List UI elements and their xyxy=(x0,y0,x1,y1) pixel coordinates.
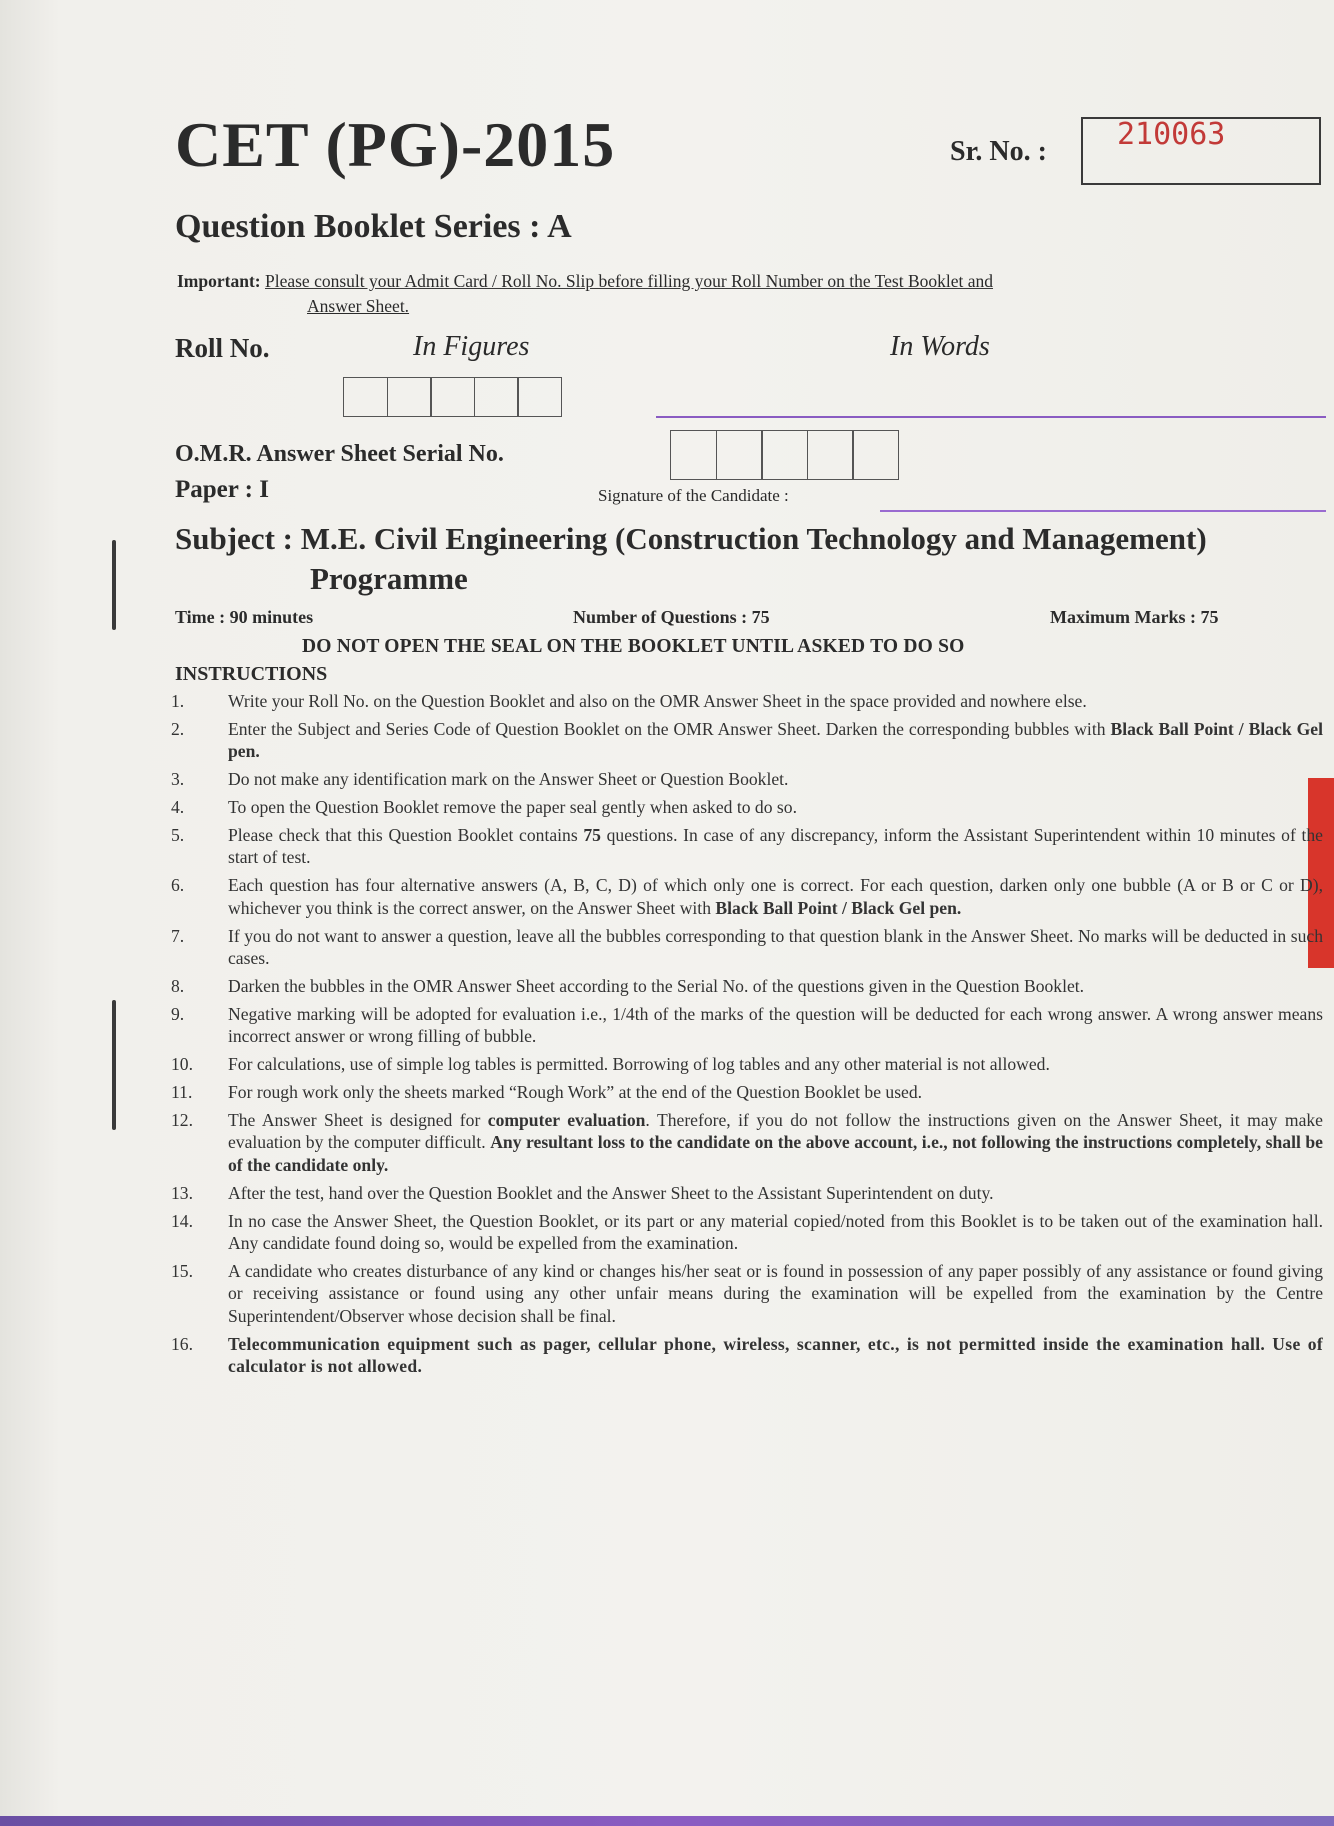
instruction-item xyxy=(171,718,1323,763)
instruction-number: 16. xyxy=(171,1333,193,1354)
instruction-segment: After the test, hand over the Question Booklet and the Answer Sheet to the Assistant Superintendent on duty. xyxy=(228,1182,994,1203)
instruction-segment: Negative marking will be adopted for evaluation i.e., 1/4th of the marks of the question will be deducted for each wrong answer. A wrong answer means incorrect answer or wrong filling of bubble. xyxy=(228,1003,1323,1047)
instruction-number: 9. xyxy=(171,1003,185,1024)
instruction-number: 8. xyxy=(171,975,185,996)
instruction-item xyxy=(171,1182,1323,1204)
instruction-number: 6. xyxy=(171,875,185,896)
seal-notice: DO NOT OPEN THE SEAL ON THE BOOKLET UNTIL ASKED TO DO SO xyxy=(302,636,965,657)
instructions-list xyxy=(171,690,1323,1383)
booklet-series: Question Booklet Series : A xyxy=(175,208,572,245)
instruction-number: 4. xyxy=(171,797,185,818)
instruction-text xyxy=(228,1053,1323,1075)
important-text: Please consult your Admit Card / Roll No. Slip before filling your Roll Number on the Test Booklet and xyxy=(264,271,994,291)
instruction-segment: In no case the Answer Sheet, the Question Booklet, or its part or any material copied/noted from this Booklet is to be taken out of the examination hall. Any candidate found doing so, would be expelled from the examination. xyxy=(228,1210,1323,1254)
roll-number-boxes[interactable] xyxy=(343,377,561,417)
instruction-emphasis: 75 xyxy=(583,825,601,846)
instruction-text xyxy=(228,690,1323,712)
roll-in-words-line[interactable] xyxy=(656,416,1326,418)
instruction-text xyxy=(228,975,1323,997)
roll-digit-box[interactable] xyxy=(387,377,432,417)
omr-serial-boxes[interactable] xyxy=(670,430,898,480)
instruction-text xyxy=(228,768,1323,790)
exam-title: CET (PG)-2015 xyxy=(175,109,616,180)
instruction-emphasis: Telecommunication equipment such as pager, cellular phone, wireless, scanner, etc., is not permitted inside the examination hall. Use of calculator is not allowed. xyxy=(228,1333,1323,1377)
signature-label: Signature of the Candidate : xyxy=(598,486,789,505)
instruction-emphasis: Any resultant loss to the candidate on the above account, i.e., not following the instructions completely, shall be of the candidate only. xyxy=(228,1132,1323,1175)
signature-line[interactable] xyxy=(880,510,1326,512)
question-count: Number of Questions : 75 xyxy=(573,607,770,627)
instruction-text xyxy=(228,874,1323,919)
important-note xyxy=(177,268,1327,295)
instruction-segment: Each question has four alternative answers (A, B, C, D) of which only one is correct. For each question, darken only one bubble (A or B or C or D), whichever you think is the correct answer, on the Answer Sheet with xyxy=(228,875,1323,918)
omr-digit-box[interactable] xyxy=(716,430,763,480)
instruction-item xyxy=(171,1210,1323,1255)
omr-digit-box[interactable] xyxy=(852,430,899,480)
instruction-number: 14. xyxy=(171,1210,193,1231)
instruction-number: 7. xyxy=(171,925,185,946)
instruction-segment: . Therefore, if you do not follow the instructions given on the Answer Sheet, it may make evaluation by the computer difficult. xyxy=(228,1110,1323,1153)
roll-digit-box[interactable] xyxy=(517,377,562,417)
instruction-number: 5. xyxy=(171,825,185,846)
instruction-text xyxy=(228,1109,1323,1176)
roll-digit-box[interactable] xyxy=(343,377,388,417)
instruction-item xyxy=(171,824,1323,869)
serial-number-label: Sr. No. : xyxy=(950,136,1047,167)
omr-digit-box[interactable] xyxy=(761,430,808,480)
instruction-item xyxy=(171,768,1323,790)
instruction-segment: A candidate who creates disturbance of any kind or changes his/her seat or is found in possession of any paper possibly of any assistance or found giving or receiving assistance or found using any other unfair means during the examination will be expelled from the examination by the Centre Superintendent/Observer whose decision shall be final. xyxy=(228,1260,1323,1326)
instruction-item xyxy=(171,1003,1323,1048)
omr-digit-box[interactable] xyxy=(807,430,854,480)
instruction-emphasis: Black Ball Point / Black Gel pen. xyxy=(228,718,1323,762)
instruction-segment: For calculations, use of simple log tables is permitted. Borrowing of log tables and any other material is not allowed. xyxy=(228,1054,1050,1075)
instruction-number: 1. xyxy=(171,691,185,711)
instruction-item xyxy=(171,1109,1323,1176)
instruction-emphasis: Black Ball Point / Black Gel pen. xyxy=(715,897,962,918)
instruction-number: 10. xyxy=(171,1054,193,1075)
instruction-item xyxy=(171,1081,1323,1103)
roll-number-label: Roll No. xyxy=(175,333,270,363)
instruction-number: 11. xyxy=(171,1082,193,1103)
omr-digit-box[interactable] xyxy=(670,430,717,480)
instruction-text xyxy=(228,925,1323,970)
instruction-item xyxy=(171,925,1323,970)
instruction-number: 3. xyxy=(171,769,185,790)
instruction-segment: Enter the Subject and Series Code of Question Booklet on the OMR Answer Sheet. Darken the corresponding bubbles with xyxy=(228,718,1111,739)
instruction-segment: Write your Roll No. on the Question Booklet and also on the OMR Answer Sheet in the space provided and nowhere else. xyxy=(228,691,1087,711)
instructions-heading: INSTRUCTIONS xyxy=(175,663,328,685)
instruction-item xyxy=(171,1260,1323,1327)
important-label: Important: xyxy=(177,271,261,291)
instruction-item xyxy=(171,975,1323,997)
roll-in-figures-label: In Figures xyxy=(413,331,530,362)
serial-number-value: 210063 xyxy=(1117,117,1226,152)
exam-time: Time : 90 minutes xyxy=(175,607,314,627)
instruction-item xyxy=(171,690,1323,712)
roll-in-words-label: In Words xyxy=(890,331,990,362)
instruction-number: 2. xyxy=(171,718,185,739)
instruction-text xyxy=(228,1003,1323,1048)
subject-line-continued: Programme xyxy=(310,561,468,596)
instruction-segment: If you do not want to answer a question, leave all the bubbles corresponding to that question blank in the Answer Sheet. No marks will be deducted in such cases. xyxy=(228,925,1323,969)
instruction-text xyxy=(228,1081,1323,1103)
instruction-segment: Please check that this Question Booklet contains xyxy=(228,825,584,846)
instruction-text xyxy=(228,1210,1323,1255)
roll-digit-box[interactable] xyxy=(474,377,519,417)
instruction-segment: To open the Question Booklet remove the paper seal gently when asked to do so. xyxy=(228,797,797,818)
instruction-text xyxy=(228,1333,1323,1378)
instruction-emphasis: computer evaluation xyxy=(487,1110,646,1130)
instruction-item xyxy=(171,1053,1323,1075)
paper-label: Paper : I xyxy=(175,476,269,503)
instruction-number: 15. xyxy=(171,1260,193,1281)
instruction-segment: The Answer Sheet is designed for xyxy=(228,1110,488,1130)
bottom-band xyxy=(0,1816,1334,1826)
instruction-number: 13. xyxy=(171,1182,193,1203)
important-text-continued: Answer Sheet. xyxy=(307,296,410,316)
instruction-segment: Do not make any identification mark on the Answer Sheet or Question Booklet. xyxy=(228,769,789,790)
instruction-segment: For rough work only the sheets marked “Rough Work” at the end of the Question Booklet be used. xyxy=(228,1082,923,1103)
instruction-number: 12. xyxy=(171,1110,193,1130)
maximum-marks: Maximum Marks : 75 xyxy=(1050,607,1219,627)
instruction-item xyxy=(171,1333,1323,1378)
instruction-item xyxy=(171,874,1323,919)
instruction-segment: Darken the bubbles in the OMR Answer Sheet according to the Serial No. of the questions given in the Question Booklet. xyxy=(228,975,1085,996)
instruction-text xyxy=(228,718,1323,763)
instruction-segment: questions. In case of any discrepancy, inform the Assistant Superintendent within 10 minutes of the start of test. xyxy=(228,825,1323,868)
roll-digit-box[interactable] xyxy=(430,377,475,417)
instruction-text xyxy=(228,1182,1323,1204)
instruction-text xyxy=(228,1260,1323,1327)
instruction-text xyxy=(228,824,1323,869)
instruction-text xyxy=(228,796,1323,818)
omr-serial-label: O.M.R. Answer Sheet Serial No. xyxy=(175,441,504,467)
binding-mark xyxy=(112,1000,116,1130)
subject-line: Subject : M.E. Civil Engineering (Construction Technology and Management) xyxy=(175,521,1207,556)
binding-mark xyxy=(112,540,116,630)
instruction-item xyxy=(171,796,1323,818)
